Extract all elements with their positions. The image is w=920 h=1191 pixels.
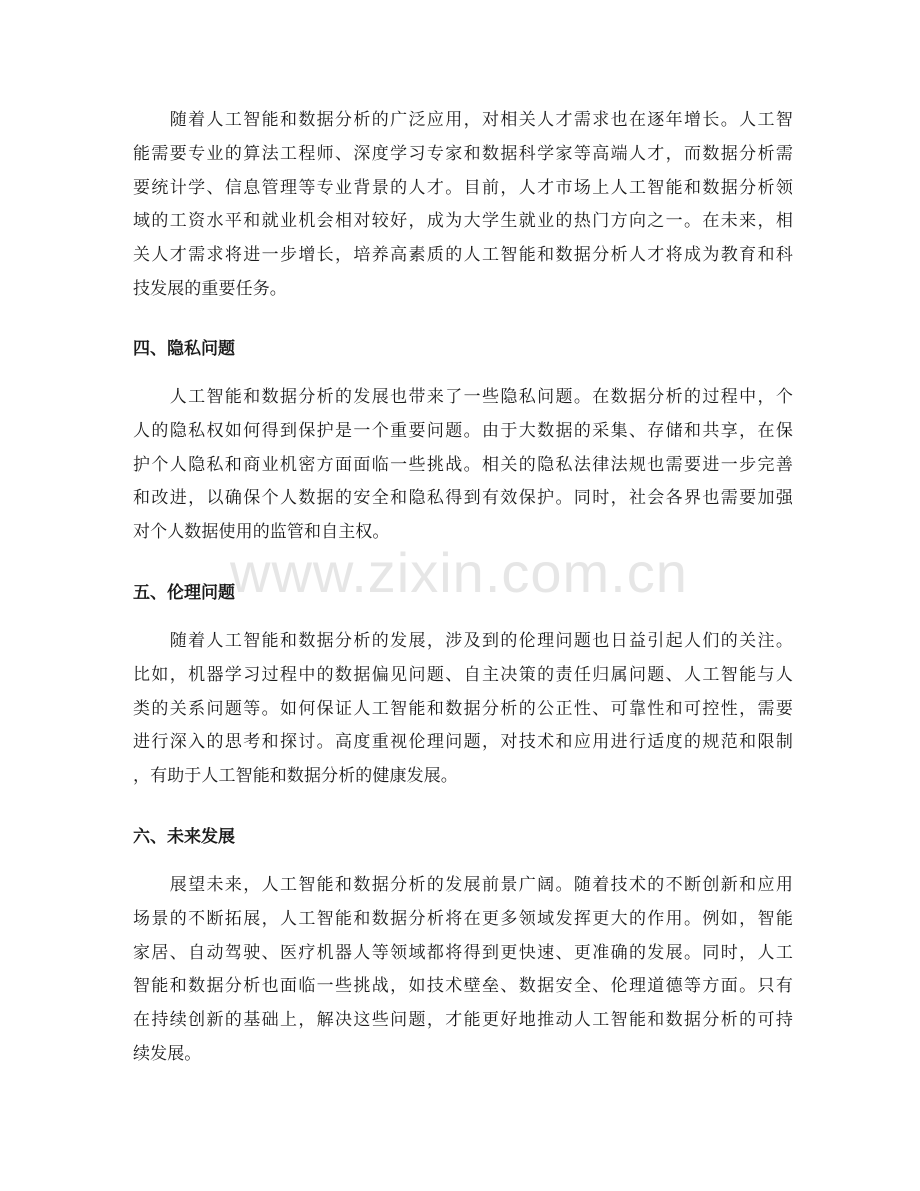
text-line: 护个人隐私和商业机密方面面临一些挑战。相关的隐私法律法规也需要进一步完善 <box>133 454 793 475</box>
text-line: 人工智能和数据分析的发展也带来了一些隐私问题。在数据分析的过程中，个 <box>133 387 793 407</box>
text-line: 对个人数据使用的监管和自主权。 <box>133 522 390 543</box>
paragraph-talent-demand <box>133 104 793 307</box>
watermark: www.zixin.com.cn <box>230 541 688 604</box>
paragraph-privacy <box>133 381 793 550</box>
text-line: 人的隐私权如何得到保护是一个重要问题。由于大数据的采集、存储和共享，在保 <box>133 420 793 441</box>
text-line: 类的关系问题等。如何保证人工智能和数据分析的公正性、可靠性和可控性，需要 <box>133 698 793 719</box>
paragraph-ethics <box>133 625 793 794</box>
text-line: 要统计学、信息管理等专业背景的人才。目前，人才市场上人工智能和数据分析领 <box>133 177 793 198</box>
text-line: 进行深入的思考和探讨。高度重视伦理问题，对技术和应用进行适度的规范和限制 <box>133 732 793 753</box>
section-heading-privacy: 四、隐私问题 <box>133 339 235 359</box>
paragraph-future <box>133 869 793 1072</box>
text-line: 续发展。 <box>133 1043 202 1064</box>
section-heading-future: 六、未来发展 <box>133 827 235 847</box>
text-line: 比如，机器学习过程中的数据偏见问题、自主决策的责任归属问题、人工智能与人 <box>133 664 793 685</box>
text-line: 技发展的重要任务。 <box>133 278 287 299</box>
text-line: 随着人工智能和数据分析的广泛应用，对相关人才需求也在逐年增长。人工智 <box>133 110 793 130</box>
text-line: 场景的不断拓展，人工智能和数据分析将在更多领域发挥更大的作用。例如，智能 <box>133 908 793 929</box>
text-line: 在持续创新的基础上，解决这些问题，才能更好地推动人工智能和数据分析的可持 <box>133 1010 793 1031</box>
text-line: 和改进，以确保个人数据的安全和隐私得到有效保护。同时，社会各界也需要加强 <box>133 488 793 509</box>
text-line: 智能和数据分析也面临一些挑战，如技术壁垒、数据安全、伦理道德等方面。只有 <box>133 976 793 997</box>
text-line: 随着人工智能和数据分析的发展，涉及到的伦理问题也日益引起人们的关注。 <box>133 631 793 651</box>
text-line: 域的工资水平和就业机会相对较好，成为大学生就业的热门方向之一。在未来，相 <box>133 211 793 232</box>
section-heading-ethics: 五、伦理问题 <box>133 583 235 603</box>
text-line: 关人才需求将进一步增长，培养高素质的人工智能和数据分析人才将成为教育和科 <box>133 245 793 266</box>
text-line: 能需要专业的算法工程师、深度学习专家和数据科学家等高端人才，而数据分析需 <box>133 143 793 164</box>
text-line: ，有助于人工智能和数据分析的健康发展。 <box>133 766 458 787</box>
text-line: 家居、自动驾驶、医疗机器人等领域都将得到更快速、更准确的发展。同时，人工 <box>133 942 793 963</box>
text-line: 展望未来，人工智能和数据分析的发展前景广阔。随着技术的不断创新和应用 <box>133 875 793 895</box>
